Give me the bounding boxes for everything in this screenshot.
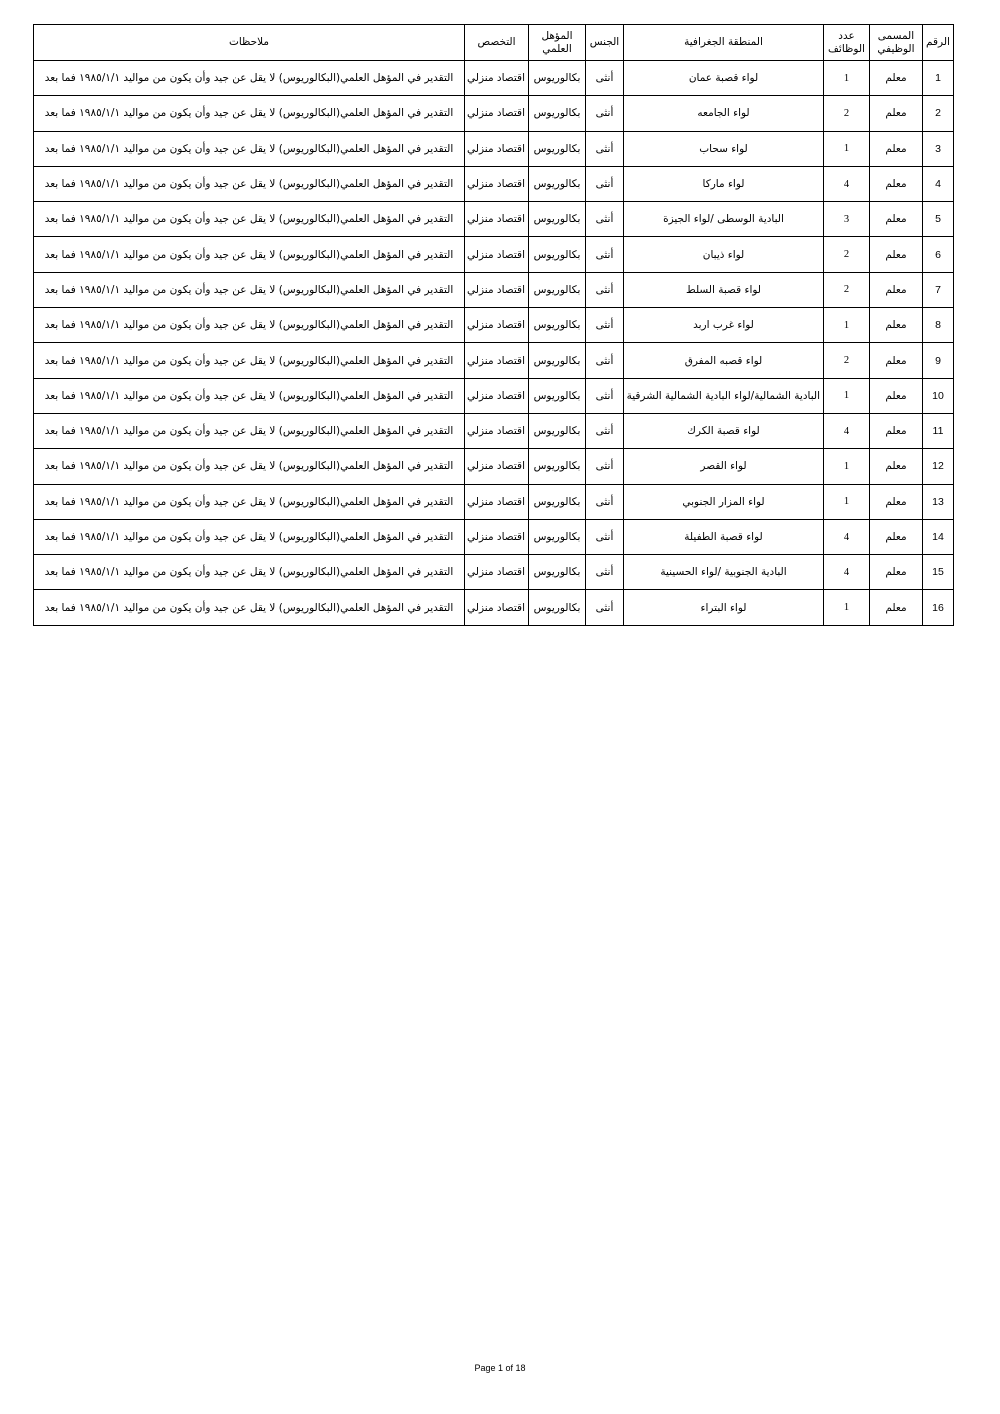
table-row [34,590,954,625]
cell-region: لواء البتراء [624,590,824,625]
cell-gender: أنثى [586,449,624,484]
cell-gender: أنثى [586,131,624,166]
cell-gender: أنثى [586,96,624,131]
cell-index: 3 [923,131,954,166]
cell-job-count: 1 [824,131,870,166]
cell-specialization: اقتصاد منزلي [465,61,529,96]
cell-index: 4 [923,166,954,201]
cell-notes: التقدير في المؤهل العلمي(البكالوريوس) لا يقل عن جيد وأن يكون من مواليد ١٩٨٥/١/١ فما بعد [34,590,465,625]
cell-index: 8 [923,308,954,343]
cell-job-count: 1 [824,378,870,413]
cell-job-count: 2 [824,237,870,272]
cell-region: لواء غرب اربد [624,308,824,343]
cell-job-count: 4 [824,519,870,554]
cell-index: 12 [923,449,954,484]
header-gender: الجنس [586,25,624,61]
page-footer: Page 1 of 18 [474,1363,526,1373]
cell-qualification: بكالوريوس [529,308,586,343]
cell-job-count: 2 [824,343,870,378]
cell-job-title: معلم [870,131,923,166]
cell-notes: التقدير في المؤهل العلمي(البكالوريوس) لا يقل عن جيد وأن يكون من مواليد ١٩٨٥/١/١ فما بعد [34,308,465,343]
cell-index: 6 [923,237,954,272]
cell-region: لواء الجامعه [624,96,824,131]
cell-notes: التقدير في المؤهل العلمي(البكالوريوس) لا يقل عن جيد وأن يكون من مواليد ١٩٨٥/١/١ فما بعد [34,484,465,519]
cell-job-title: معلم [870,484,923,519]
cell-region: لواء قصبة الطفيلة [624,519,824,554]
header-region: المنطقة الجغرافية [624,25,824,61]
table-row [34,96,954,131]
cell-qualification: بكالوريوس [529,131,586,166]
cell-notes: التقدير في المؤهل العلمي(البكالوريوس) لا يقل عن جيد وأن يكون من مواليد ١٩٨٥/١/١ فما بعد [34,202,465,237]
cell-specialization: اقتصاد منزلي [465,131,529,166]
cell-qualification: بكالوريوس [529,237,586,272]
cell-gender: أنثى [586,484,624,519]
cell-region: لواء ماركا [624,166,824,201]
cell-job-count: 4 [824,555,870,590]
cell-notes: التقدير في المؤهل العلمي(البكالوريوس) لا يقل عن جيد وأن يكون من مواليد ١٩٨٥/١/١ فما بعد [34,166,465,201]
cell-qualification: بكالوريوس [529,343,586,378]
cell-gender: أنثى [586,237,624,272]
cell-qualification: بكالوريوس [529,590,586,625]
cell-index: 1 [923,61,954,96]
table-row [34,272,954,307]
cell-index: 11 [923,413,954,448]
cell-specialization: اقتصاد منزلي [465,555,529,590]
cell-notes: التقدير في المؤهل العلمي(البكالوريوس) لا يقل عن جيد وأن يكون من مواليد ١٩٨٥/١/١ فما بعد [34,272,465,307]
cell-qualification: بكالوريوس [529,484,586,519]
table-row [34,131,954,166]
cell-job-count: 2 [824,272,870,307]
cell-gender: أنثى [586,166,624,201]
cell-gender: أنثى [586,413,624,448]
cell-job-count: 4 [824,166,870,201]
cell-job-title: معلم [870,413,923,448]
cell-index: 10 [923,378,954,413]
table-row [34,378,954,413]
cell-specialization: اقتصاد منزلي [465,590,529,625]
cell-specialization: اقتصاد منزلي [465,166,529,201]
cell-region: لواء قصبة السلط [624,272,824,307]
table-row [34,343,954,378]
cell-job-count: 1 [824,484,870,519]
cell-gender: أنثى [586,555,624,590]
cell-specialization: اقتصاد منزلي [465,413,529,448]
cell-index: 14 [923,519,954,554]
cell-region: لواء قصبة الكرك [624,413,824,448]
cell-job-title: معلم [870,519,923,554]
cell-notes: التقدير في المؤهل العلمي(البكالوريوس) لا يقل عن جيد وأن يكون من مواليد ١٩٨٥/١/١ فما بعد [34,237,465,272]
cell-gender: أنثى [586,308,624,343]
cell-gender: أنثى [586,519,624,554]
cell-specialization: اقتصاد منزلي [465,519,529,554]
cell-region: لواء قصبه المفرق [624,343,824,378]
header-qualification: المؤهل العلمي [529,25,586,61]
cell-qualification: بكالوريوس [529,96,586,131]
cell-job-title: معلم [870,166,923,201]
table-header-row [34,25,954,61]
cell-qualification: بكالوريوس [529,272,586,307]
table-row [34,484,954,519]
header-specialization: التخصص [465,25,529,61]
cell-specialization: اقتصاد منزلي [465,378,529,413]
table-row [34,413,954,448]
cell-job-count: 1 [824,308,870,343]
cell-notes: التقدير في المؤهل العلمي(البكالوريوس) لا يقل عن جيد وأن يكون من مواليد ١٩٨٥/١/١ فما بعد [34,449,465,484]
cell-qualification: بكالوريوس [529,166,586,201]
cell-job-title: معلم [870,308,923,343]
cell-region: لواء المزار الجنوبي [624,484,824,519]
table-row [34,61,954,96]
cell-index: 9 [923,343,954,378]
cell-index: 7 [923,272,954,307]
cell-specialization: اقتصاد منزلي [465,343,529,378]
cell-job-title: معلم [870,237,923,272]
cell-job-title: معلم [870,272,923,307]
cell-qualification: بكالوريوس [529,202,586,237]
table-row [34,202,954,237]
cell-gender: أنثى [586,378,624,413]
cell-job-title: معلم [870,202,923,237]
cell-region: البادية الوسطى /لواء الجيزة [624,202,824,237]
cell-notes: التقدير في المؤهل العلمي(البكالوريوس) لا يقل عن جيد وأن يكون من مواليد ١٩٨٥/١/١ فما بعد [34,519,465,554]
cell-job-count: 1 [824,590,870,625]
cell-gender: أنثى [586,61,624,96]
cell-notes: التقدير في المؤهل العلمي(البكالوريوس) لا يقل عن جيد وأن يكون من مواليد ١٩٨٥/١/١ فما بعد [34,413,465,448]
cell-region: البادية الجنوبية /لواء الحسينية [624,555,824,590]
cell-specialization: اقتصاد منزلي [465,484,529,519]
cell-job-title: معلم [870,590,923,625]
cell-qualification: بكالوريوس [529,61,586,96]
cell-job-title: معلم [870,378,923,413]
cell-index: 5 [923,202,954,237]
cell-job-title: معلم [870,96,923,131]
cell-region: لواء قصبة عمان [624,61,824,96]
cell-job-count: 4 [824,413,870,448]
cell-index: 16 [923,590,954,625]
cell-notes: التقدير في المؤهل العلمي(البكالوريوس) لا يقل عن جيد وأن يكون من مواليد ١٩٨٥/١/١ فما بعد [34,96,465,131]
cell-qualification: بكالوريوس [529,555,586,590]
cell-index: 2 [923,96,954,131]
cell-specialization: اقتصاد منزلي [465,449,529,484]
table-row [34,449,954,484]
cell-specialization: اقتصاد منزلي [465,272,529,307]
cell-index: 15 [923,555,954,590]
cell-specialization: اقتصاد منزلي [465,202,529,237]
cell-notes: التقدير في المؤهل العلمي(البكالوريوس) لا يقل عن جيد وأن يكون من مواليد ١٩٨٥/١/١ فما بعد [34,378,465,413]
table-row [34,519,954,554]
table-body [34,61,954,626]
cell-job-title: معلم [870,61,923,96]
cell-notes: التقدير في المؤهل العلمي(البكالوريوس) لا يقل عن جيد وأن يكون من مواليد ١٩٨٥/١/١ فما بعد [34,131,465,166]
cell-notes: التقدير في المؤهل العلمي(البكالوريوس) لا يقل عن جيد وأن يكون من مواليد ١٩٨٥/١/١ فما بعد [34,555,465,590]
cell-qualification: بكالوريوس [529,519,586,554]
cell-gender: أنثى [586,272,624,307]
cell-gender: أنثى [586,343,624,378]
cell-index: 13 [923,484,954,519]
cell-notes: التقدير في المؤهل العلمي(البكالوريوس) لا يقل عن جيد وأن يكون من مواليد ١٩٨٥/١/١ فما بعد [34,61,465,96]
cell-region: البادية الشمالية/لواء البادية الشمالية الشرقية [624,378,824,413]
cell-specialization: اقتصاد منزلي [465,96,529,131]
header-job-title: المسمى الوظيفي [870,25,923,61]
cell-job-count: 1 [824,449,870,484]
header-index: الرقم [923,25,954,61]
cell-specialization: اقتصاد منزلي [465,237,529,272]
cell-notes: التقدير في المؤهل العلمي(البكالوريوس) لا يقل عن جيد وأن يكون من مواليد ١٩٨٥/١/١ فما بعد [34,343,465,378]
cell-qualification: بكالوريوس [529,378,586,413]
cell-qualification: بكالوريوس [529,413,586,448]
cell-qualification: بكالوريوس [529,449,586,484]
jobs-table [33,24,954,626]
table-row [34,166,954,201]
table-row [34,308,954,343]
cell-region: لواء القصر [624,449,824,484]
table-row [34,555,954,590]
cell-job-count: 2 [824,96,870,131]
table-row [34,237,954,272]
cell-job-count: 3 [824,202,870,237]
cell-specialization: اقتصاد منزلي [465,308,529,343]
cell-region: لواء ذيبان [624,237,824,272]
cell-job-title: معلم [870,343,923,378]
cell-job-count: 1 [824,61,870,96]
cell-region: لواء سحاب [624,131,824,166]
header-job-count: عدد الوظائف [824,25,870,61]
cell-job-title: معلم [870,449,923,484]
jobs-table-container [33,24,953,626]
header-notes: ملاحظات [34,25,465,61]
cell-gender: أنثى [586,202,624,237]
cell-job-title: معلم [870,555,923,590]
cell-gender: أنثى [586,590,624,625]
